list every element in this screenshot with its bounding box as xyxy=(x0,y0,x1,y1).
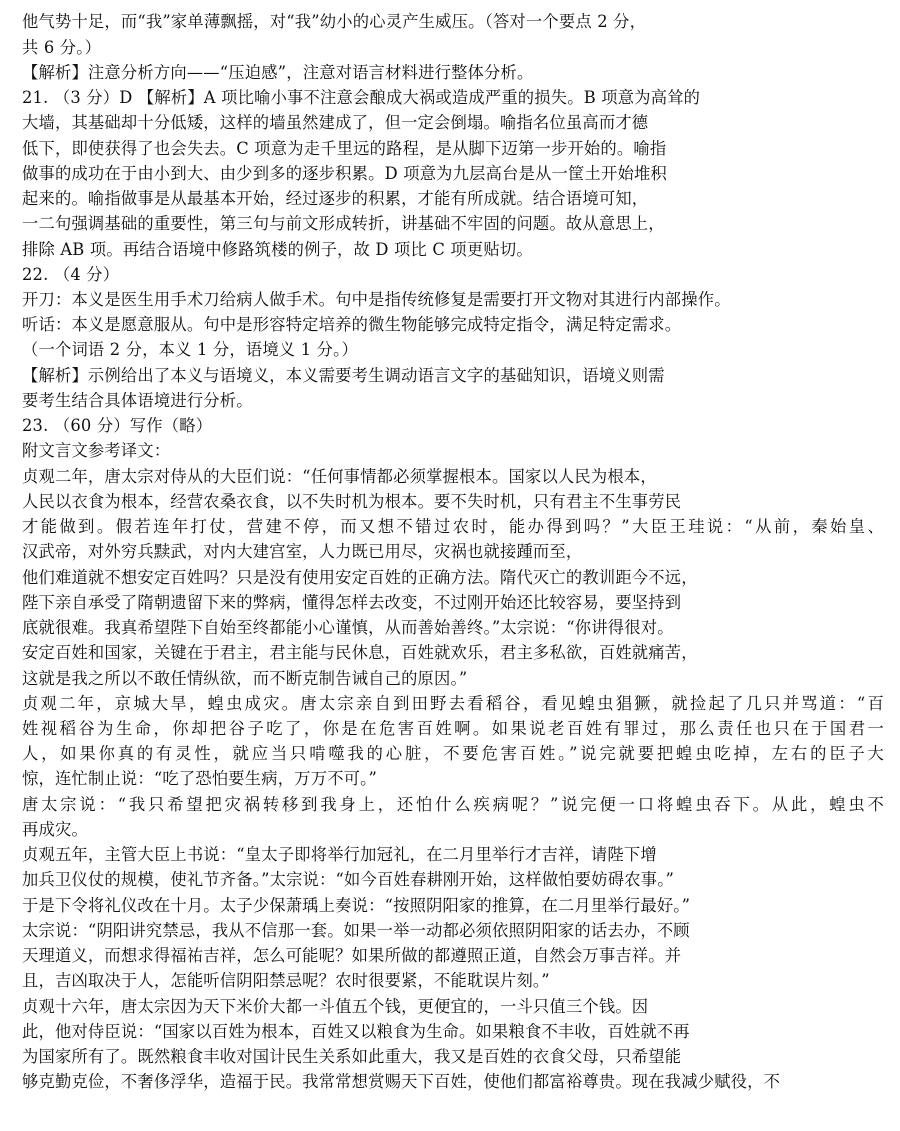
text-line: 此，他对侍臣说：“国家以百姓为根本，百姓又以粮食为生命。如果粮食不丰收，百姓就不再 xyxy=(22,1022,690,1041)
text-line: 人民以衣食为根本，经营农桑衣食，以不失时机为根本。要不失时机，只有君主不生事劳民 xyxy=(22,492,682,511)
text-line: 他气势十足，而“我”家单薄飘摇，对“我”幼小的心灵产生威压。（答对一个要点 2 分， xyxy=(22,12,647,31)
text-line: 23. （60 分）写作（略） xyxy=(22,416,213,435)
text-line: 共 6 分。） xyxy=(22,38,102,57)
text-line: 于是下令将礼仪改在十月。太子少保萧瑀上奏说：“按照阴阳家的推算，在二月里举行最好。” xyxy=(22,896,691,915)
text-line: 惊，连忙制止说：“吃了恐怕要生病，万万不可。” xyxy=(22,769,378,788)
text-line: 贞观十六年，唐太宗因为天下米价大都一斗值五个钱，更便宜的，一斗只值三个钱。因 xyxy=(22,997,649,1016)
text-line: 21. （3 分）D 【解析】A 项比喻小事不注意会酿成大祸或造成严重的损失。B 项意为高耸的 xyxy=(22,88,701,107)
text-line: 开刀：本义是医生用手术刀给病人做手术。句中是指传统修复是需要打开文物对其进行内部操作。 xyxy=(22,290,731,309)
text-line: 他们难道就不想安定百姓吗？只是没有使用安定百姓的正确方法。隋代灭亡的教训距今不远， xyxy=(22,568,698,587)
text-line: 才能做到。假若连年打仗，营建不停，而又想不错过农时，能办得到吗？”大臣王珪说：“从前，秦始皇、 xyxy=(22,517,884,536)
text-line: 陛下亲自承受了隋朝遗留下来的弊病，懂得怎样去改变，不过刚开始还比较容易，要坚持到 xyxy=(22,593,682,612)
text-line: 22. （4 分） xyxy=(22,265,120,284)
text-line: 这就是我之所以不敢任情纵欲，而不断克制告诫自己的原因。” xyxy=(22,669,468,688)
text-line: 汉武帝，对外穷兵黩武，对内大建宫室，人力既已用尽，灾祸也就接踵而至， xyxy=(22,542,583,561)
text-line: 加兵卫仪仗的规模，使礼节齐备。”太宗说：“如今百姓春耕刚开始，这样做怕要妨碍农事。” xyxy=(22,870,675,889)
text-line: 要考生结合具体语境进行分析。 xyxy=(22,391,253,410)
text-line: 唐太宗说：“我只希望把灾祸转移到我身上，还怕什么疾病呢？”说完便一口将蝗虫吞下。从此，蝗虫不 xyxy=(22,795,884,814)
text-line: 底就很难。我真希望陛下自始至终都能小心谨慎，从而善始善终。”太宗说：“你讲得很对。 xyxy=(22,618,674,637)
text-line xyxy=(22,1095,884,1121)
text-line: 太宗说：“阴阳讲究禁忌，我从不信那一套。如果一举一动都必须依照阴阳家的话去办，不顾 xyxy=(22,921,690,940)
text-line: 排除 AB 项。再结合语境中修路筑楼的例子，故 D 项比 C 项更贴切。 xyxy=(22,240,533,259)
text-line: 贞观五年，主管大臣上书说：“皇太子即将举行加冠礼，在二月里举行才吉祥，请陛下增 xyxy=(22,845,657,864)
text-line: 一二句强调基础的重要性，第三句与前文形成转折，讲基础不牢固的问题。故从意思上， xyxy=(22,214,665,233)
text-line: 够克勤克俭，不奢侈浮华，造福于民。我常常想赏赐天下百姓，使他们都富裕尊贵。现在我减少赋役，不 xyxy=(22,1072,781,1091)
text-line: 做事的成功在于由小到大、由少到多的逐步积累。D 项意为九层高台是从一筐土开始堆积 xyxy=(22,164,667,183)
text-line: 听话：本义是愿意服从。句中是形容特定培养的微生物能够完成特定指令，满足特定需求。 xyxy=(22,315,682,334)
text-line: 再成灾。 xyxy=(22,820,88,839)
text-line: 贞观二年，京城大旱，蝗虫成灾。唐太宗亲自到田野去看稻谷，看见蝗虫猖獗，就捡起了几只并骂道：“百 xyxy=(22,694,884,713)
text-line: 起来的。喻指做事是从最基本开始，经过逐步的积累，才能有所成就。结合语境可知， xyxy=(22,189,649,208)
text-line: 安定百姓和国家，关键在于君主，君主能与民休息，百姓就欢乐，君主多私欲，百姓就痛苦， xyxy=(22,643,698,662)
text-line: 天理道义，而想求得福祐吉祥，怎么可能呢？如果所做的都遵照正道，自然会万事吉祥。并 xyxy=(22,946,682,965)
text-line: （一个词语 2 分，本义 1 分，语境义 1 分。） xyxy=(22,340,358,359)
text-line: 且，吉凶取决于人，怎能听信阴阳禁忌呢？农时很要紧，不能耽误片刻。” xyxy=(22,971,550,990)
text-line: 附文言文参考译文： xyxy=(22,441,171,460)
text-line: 【解析】示例给出了本义与语境义，本义需要考生调动语言文字的基础知识，语境义则需 xyxy=(22,366,665,385)
text-line: 低下，即使获得了也会失去。C 项意为走千里远的路程，是从脚下迈第一步开始的。喻指 xyxy=(22,139,667,158)
text-line: 为国家所有了。既然粮食丰收对国计民生关系如此重大，我又是百姓的衣食父母，只希望能 xyxy=(22,1047,682,1066)
text-line: 人，如果你真的有灵性，就应当只啃噬我的心脏，不要危害百姓。”说完就要把蝗虫吃掉，左右的臣子大 xyxy=(22,744,884,763)
text-line: 大墙，其基础却十分低矮，这样的墙虽然建成了，但一定会倒塌。喻指名位虽高而才德 xyxy=(22,113,649,132)
text-line: 贞观二年，唐太宗对侍从的大臣们说：“任何事情都必须掌握根本。国家以人民为根本， xyxy=(22,467,657,486)
text-line: 【解析】注意分析方向——“压迫感”，注意对语言材料进行整体分析。 xyxy=(22,63,534,82)
text-line: 姓视稻谷为生命，你却把谷子吃了，你是在危害百姓啊。如果说老百姓有罪过，那么责任也只在于国君一 xyxy=(22,719,884,738)
